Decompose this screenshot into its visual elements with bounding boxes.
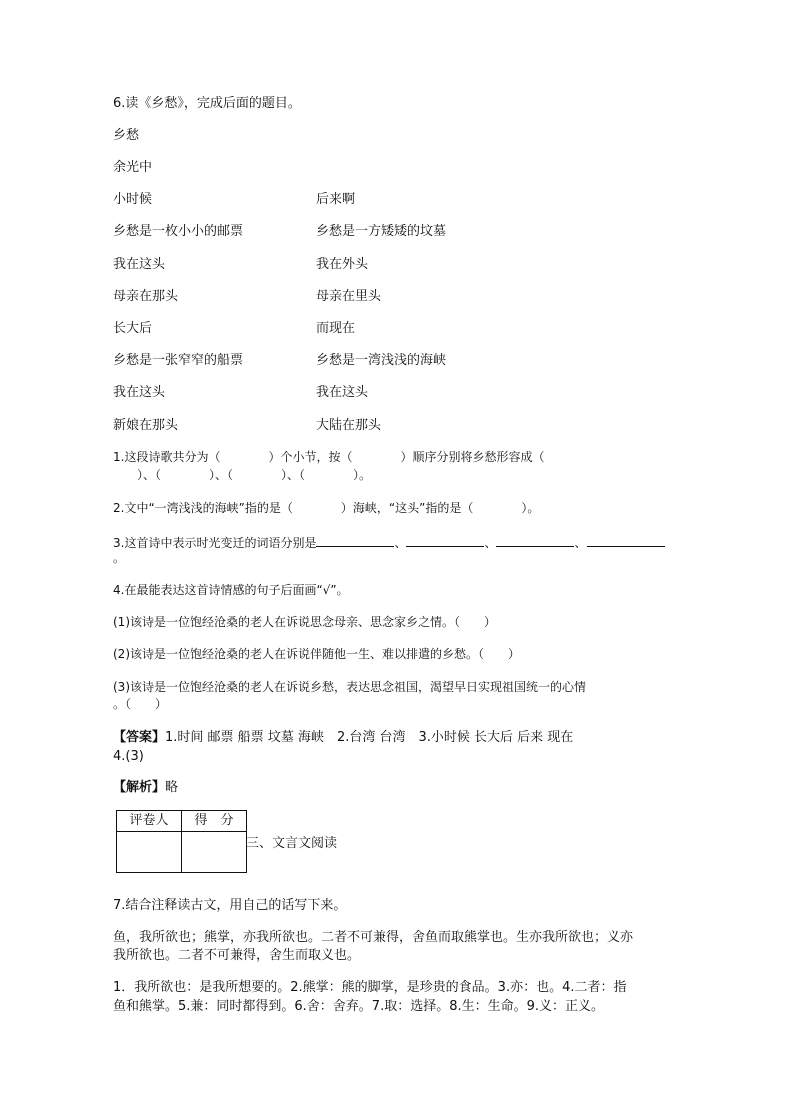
classical-text-cont: 我所欲也。二者不可兼得，舍生而取义也。 — [113, 948, 361, 963]
poem-row: 乡愁是一湾浅浅的海峡 — [316, 353, 447, 368]
poem-row: 我在这头 — [113, 257, 166, 272]
separator: 、 — [484, 536, 497, 550]
option-1: (1)该诗是一位饱经沧桑的老人在诉说思念母亲、思念家乡之情。（ ） — [113, 615, 497, 629]
answer-text: 1.时间 邮票 船票 坟墓 海峡 2.台湾 台湾 3.小时候 长大后 后来 现在 — [165, 730, 574, 745]
poem-row: 乡愁是一方矮矮的坟墓 — [316, 224, 447, 239]
poem-row: 长大后 — [113, 321, 153, 336]
poem-row: 我在这头 — [316, 385, 369, 400]
option-2: (2)该诗是一位饱经沧桑的老人在诉说伴随他一生、难以排遣的乡愁。（ ） — [113, 647, 521, 661]
poem-row: 后来啊 — [316, 192, 356, 207]
notes-cont: 鱼和熊掌。5.兼：同时都得到。6.舍：舍弃。7.取：选择。8.生：生命。9.义：正义。 — [113, 999, 605, 1014]
section-title: 三、文言文阅读 — [246, 836, 338, 851]
question-6-title: 6.读《乡愁》，完成后面的题目。 — [113, 96, 301, 111]
score-header: 得 分 — [182, 811, 247, 832]
sub-question-3-text: 3.这首诗中表示时光变迁的词语分别是 — [113, 536, 317, 550]
sub-question-2: 2.文中“一湾浅浅的海峡”指的是（ ）海峡，“这头”指的是（ ）。 — [113, 501, 540, 515]
poem-row: 小时候 — [113, 192, 153, 207]
sub-question-1-cont: ）、（ ）、（ ）、（ ）。 — [113, 468, 372, 482]
separator: 、 — [394, 536, 407, 550]
poem-row: 母亲在那头 — [113, 289, 179, 304]
poem-row: 大陆在那头 — [316, 418, 382, 433]
poem-row: 我在外头 — [316, 257, 369, 272]
poem-title: 乡愁 — [113, 128, 140, 143]
answer-cont: 4.(3) — [113, 749, 144, 764]
score-table — [116, 810, 247, 873]
notes: 1．我所欲也：是我所想要的。2.熊掌：熊的脚掌，是珍贵的食品。3.亦：也。4.二者：指 — [113, 980, 627, 995]
answer-blank[interactable] — [587, 534, 665, 547]
reviewer-header: 评卷人 — [117, 811, 182, 832]
question-7-title: 7.结合注释读古文，用自己的话写下来。 — [113, 898, 347, 913]
poem-row: 而现在 — [316, 321, 356, 336]
analysis-label: 【解析】 — [113, 780, 166, 795]
answer-blank[interactable] — [406, 534, 484, 547]
option-3: (3)该诗是一位饱经沧桑的老人在诉说乡愁，表达思念祖国，渴望早日实现祖国统一的心情 — [113, 680, 587, 694]
sub-question-1: 1.这段诗歌共分为（ ）个小节，按（ ）顺序分别将乡愁形容成（ — [113, 450, 545, 464]
score-cell[interactable] — [182, 832, 247, 873]
poem-row: 我在这头 — [113, 385, 166, 400]
sub-question-3-end: 。 — [113, 551, 126, 565]
poem-row: 母亲在里头 — [316, 289, 382, 304]
poem-row: 乡愁是一张窄窄的船票 — [113, 353, 244, 368]
poem-row: 乡愁是一枚小小的邮票 — [113, 224, 244, 239]
answer-blank[interactable] — [316, 534, 394, 547]
reviewer-cell[interactable] — [117, 832, 182, 873]
answer — [113, 730, 573, 746]
analysis-text: 略 — [165, 780, 179, 795]
sub-question-3 — [113, 534, 665, 551]
analysis — [113, 780, 178, 796]
option-3-cont: 。（ ） — [113, 697, 168, 711]
separator: 、 — [574, 536, 587, 550]
sub-question-4: 4.在最能表达这首诗情感的句子后面画“√”。 — [113, 583, 349, 597]
poem-author: 余光中 — [113, 160, 153, 175]
poem-row: 新娘在那头 — [113, 418, 179, 433]
answer-label: 【答案】 — [113, 730, 166, 745]
classical-text: 鱼，我所欲也；熊掌，亦我所欲也。二者不可兼得，舍鱼而取熊掌也。生亦我所欲也；义亦 — [113, 930, 634, 945]
answer-blank[interactable] — [496, 534, 574, 547]
